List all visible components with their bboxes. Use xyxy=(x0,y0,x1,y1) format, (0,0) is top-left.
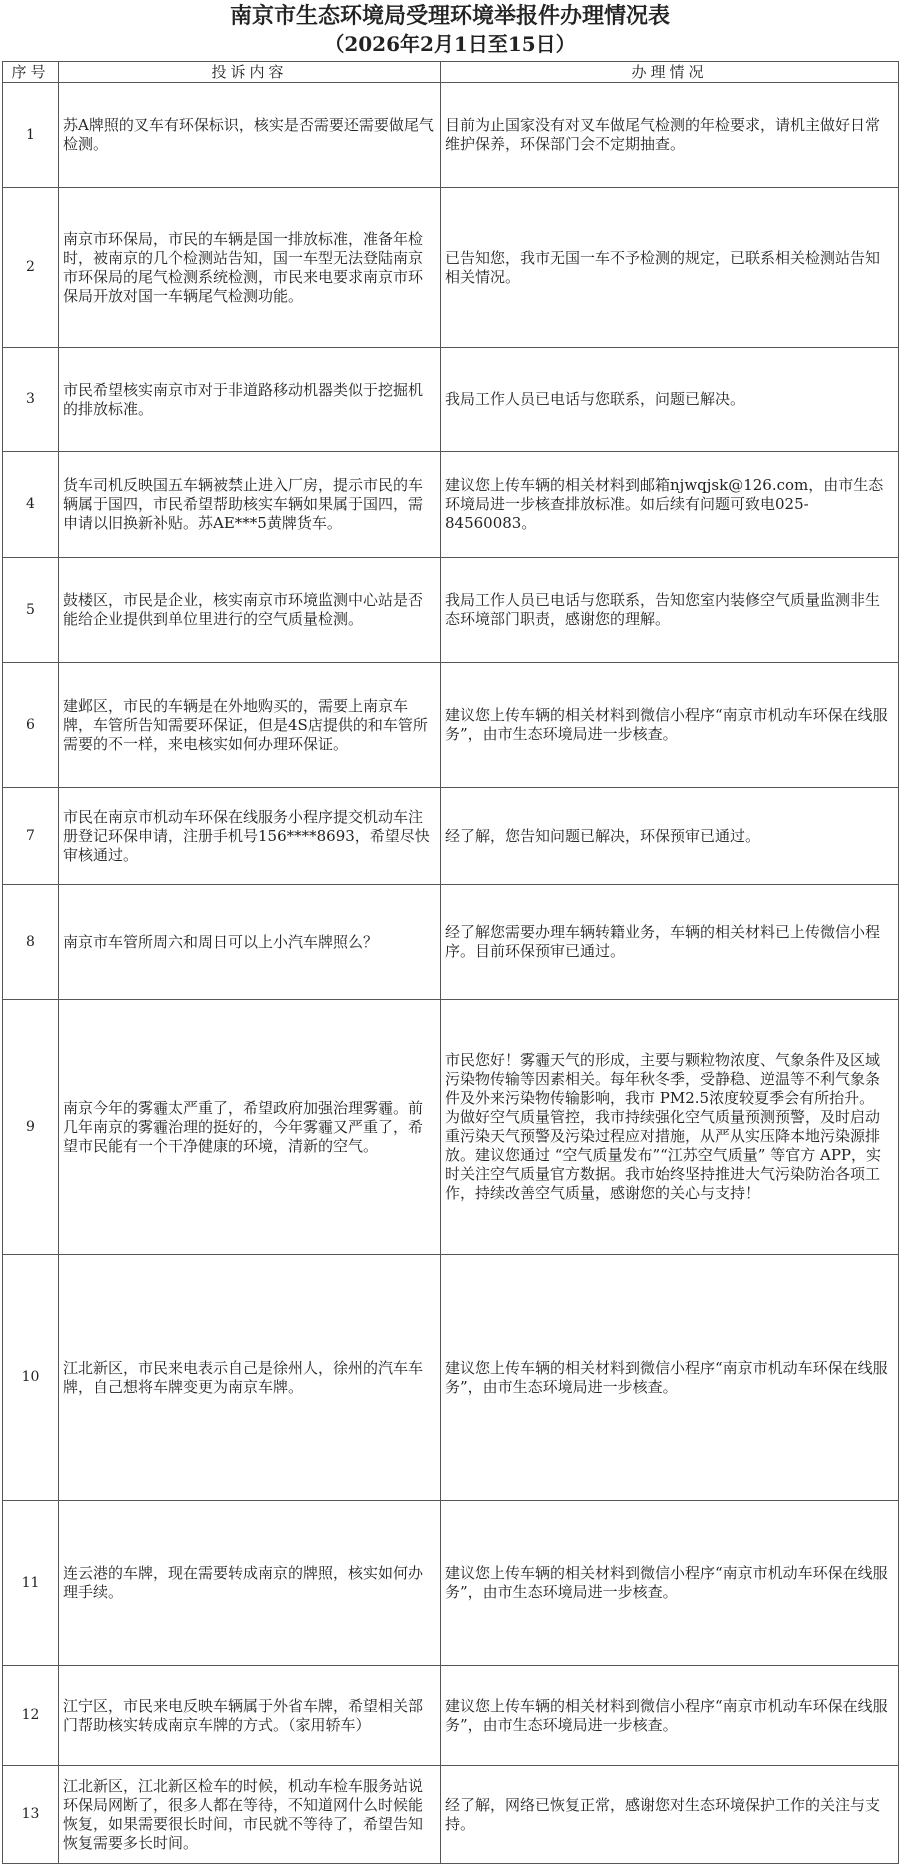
table-row xyxy=(3,1666,899,1766)
document-subtitle: （2026年2月1日至15日） xyxy=(324,32,576,56)
row-number: 6 xyxy=(3,663,59,788)
handling-status: 建议您上传车辆的相关材料到微信小程序“南京市机动车环保在线服务”，由市生态环境局进一步核查。 xyxy=(441,1255,899,1501)
handling-status: 经了解，网络已恢复正常，感谢您对生态环境保护工作的关注与支持。 xyxy=(441,1766,899,1864)
row-number: 12 xyxy=(3,1666,59,1766)
table-row xyxy=(3,1000,899,1255)
handling-status: 我局工作人员已电话与您联系，问题已解决。 xyxy=(441,348,899,452)
column-header-complaint: 投诉内容 xyxy=(59,62,441,83)
table-row xyxy=(3,1766,899,1864)
table-row xyxy=(3,663,899,788)
row-number: 7 xyxy=(3,788,59,885)
handling-status: 经了解，您告知问题已解决，环保预审已通过。 xyxy=(441,788,899,885)
complaint-content: 南京市环保局，市民的车辆是国一排放标准，准备年检时，被南京的几个检测站告知，国一车型无法登陆南京市环保局的尾气检测系统检测，市民来电要求南京市环保局开放对国一车辆尾气检测功能。 xyxy=(59,188,441,348)
table-row xyxy=(3,188,899,348)
row-number: 11 xyxy=(3,1501,59,1666)
row-number: 9 xyxy=(3,1000,59,1255)
table-row xyxy=(3,452,899,558)
row-number: 10 xyxy=(3,1255,59,1501)
row-number: 13 xyxy=(3,1766,59,1864)
column-header-handling: 办理情况 xyxy=(441,62,899,83)
handling-paragraph: 市民您好！雾霾天气的形成，主要与颗粒物浓度、气象条件及区域污染物传输等因素相关。每年秋冬季，受静稳、逆温等不利气象条件及外来污染物传输影响，我市 PM2.5浓度较夏季会有所抬升。 xyxy=(445,1051,881,1107)
table-row xyxy=(3,1501,899,1666)
table-row xyxy=(3,558,899,663)
document-title: 南京市生态环境局受理环境举报件办理情况表 xyxy=(229,3,670,29)
handling-status: 我局工作人员已电话与您联系，告知您室内装修空气质量监测非生态环境部门职责，感谢您的理解。 xyxy=(441,558,899,663)
handling-status: 建议您上传车辆的相关材料到微信小程序“南京市机动车环保在线服务”，由市生态环境局进一步核查。 xyxy=(441,1666,899,1766)
table-row xyxy=(3,1255,899,1501)
complaint-content: 连云港的车牌，现在需要转成南京的牌照，核实如何办理手续。 xyxy=(59,1501,441,1666)
complaint-content: 鼓楼区，市民是企业，核实南京市环境监测中心站是否能给企业提供到单位里进行的空气质量检测。 xyxy=(59,558,441,663)
table-row xyxy=(3,885,899,1000)
row-number: 1 xyxy=(3,83,59,188)
complaint-content: 江北新区，市民来电表示自己是徐州人，徐州的汽车车牌，自己想将车牌变更为南京车牌。 xyxy=(59,1255,441,1501)
handling-status: 建议您上传车辆的相关材料到微信小程序“南京市机动车环保在线服务”，由市生态环境局进一步核查。 xyxy=(441,663,899,788)
row-number: 5 xyxy=(3,558,59,663)
row-number: 4 xyxy=(3,452,59,558)
row-number: 8 xyxy=(3,885,59,1000)
table-header-row xyxy=(3,62,899,83)
handling-status: 目前为止国家没有对叉车做尾气检测的年检要求，请机主做好日常维护保养，环保部门会不定期抽查。 xyxy=(441,83,899,188)
handling-status xyxy=(441,1000,899,1255)
complaint-content: 江宁区，市民来电反映车辆属于外省车牌，希望相关部门帮助核实转成南京车牌的方式。（家用轿车） xyxy=(59,1666,441,1766)
handling-status: 经了解您需要办理车辆转籍业务，车辆的相关材料已上传微信小程序。目前环保预审已通过。 xyxy=(441,885,899,1000)
complaints-table xyxy=(2,61,899,1864)
complaint-content: 南京市车管所周六和周日可以上小汽车牌照么？ xyxy=(59,885,441,1000)
handling-status: 建议您上传车辆的相关材料到邮箱njwqjsk@126.com，由市生态环境局进一步核查排放标准。如后续有问题可致电025-84560083。 xyxy=(441,452,899,558)
complaint-content: 建邺区，市民的车辆是在外地购买的，需要上南京车牌，车管所告知需要环保证，但是4S店提供的和车管所需要的不一样，来电核实如何办理环保证。 xyxy=(59,663,441,788)
table-row xyxy=(3,83,899,188)
complaint-content: 市民在南京市机动车环保在线服务小程序提交机动车注册登记环保申请，注册手机号156****8693，希望尽快审核通过。 xyxy=(59,788,441,885)
table-row xyxy=(3,348,899,452)
handling-status: 已告知您，我市无国一车不予检测的规定，已联系相关检测站告知相关情况。 xyxy=(441,188,899,348)
complaint-content: 市民希望核实南京市对于非道路移动机器类似于挖掘机的排放标准。 xyxy=(59,348,441,452)
handling-paragraph: 为做好空气质量管控，我市持续强化空气质量预测预警，及时启动重污染天气预警及污染过程应对措施，从严从实压降本地污染源排放。建议您通过 “空气质量发布”“江苏空气质量” 等官方 APP，实时关注空气质量官方数据。我市始终坚持推进大气污染防治各项工作，持续改善空气质量，感谢您的关心与支持！ xyxy=(445,1108,881,1202)
column-header-number: 序号 xyxy=(3,62,59,83)
complaint-content: 江北新区，江北新区检车的时候，机动车检车服务站说环保局网断了，很多人都在等待，不知道网什么时候能恢复，如果需要很长时间，市民就不等待了，希望告知恢复需要多长时间。 xyxy=(59,1766,441,1864)
complaint-content: 苏A牌照的叉车有环保标识，核实是否需要还需要做尾气检测。 xyxy=(59,83,441,188)
handling-status: 建议您上传车辆的相关材料到微信小程序“南京市机动车环保在线服务”，由市生态环境局进一步核查。 xyxy=(441,1501,899,1666)
complaint-content: 南京今年的雾霾太严重了，希望政府加强治理雾霾。前几年南京的雾霾治理的挺好的，今年雾霾又严重了，希望市民能有一个干净健康的环境，清新的空气。 xyxy=(59,1000,441,1255)
table-row xyxy=(3,788,899,885)
complaint-content: 货车司机反映国五车辆被禁止进入厂房，提示市民的车辆属于国四，市民希望帮助核实车辆如果属于国四，需申请以旧换新补贴。苏AE***5黄牌货车。 xyxy=(59,452,441,558)
row-number: 2 xyxy=(3,188,59,348)
row-number: 3 xyxy=(3,348,59,452)
